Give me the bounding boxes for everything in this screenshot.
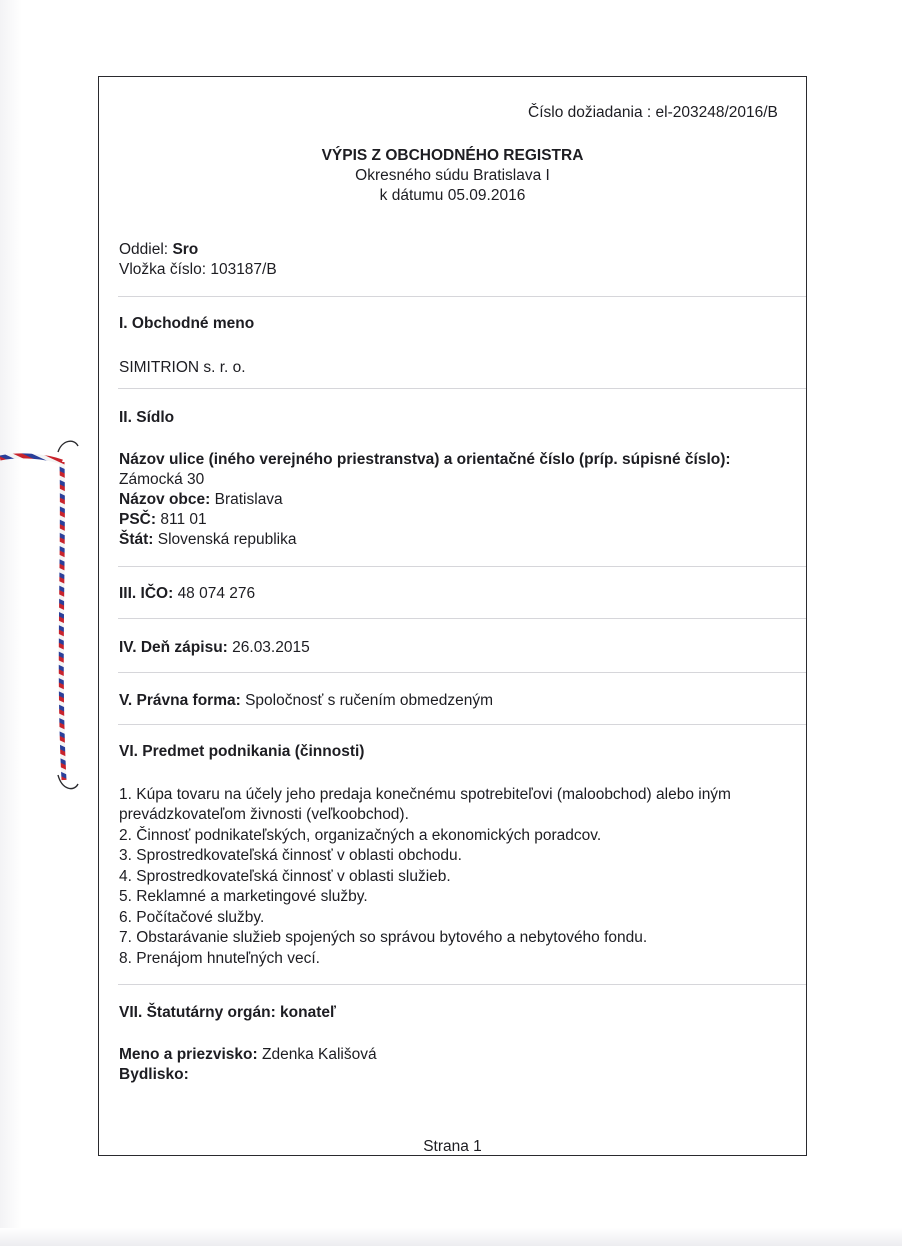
legal-form-line: V. Právna forma: Spoločnosť s ručením obmedzeným [119,692,493,709]
country-line: Štát: Slovenská republika [119,531,297,548]
activity-item: 1. Kúpa tovaru na účely jeho predaja konečnému spotrebiteľovi (maloobchod) alebo iným [119,786,731,803]
entry-date-line: IV. Deň zápisu: 26.03.2015 [119,639,310,656]
divider [118,388,806,389]
ico-line: III. IČO: 48 074 276 [119,585,256,602]
statutory-body-heading: VII. Štatutárny orgán: konateľ [119,1004,336,1021]
residence-label: Bydlisko: [119,1066,189,1083]
activity-item: 8. Prenájom hnuteľných vecí. [119,950,320,967]
seat-heading: II. Sídlo [119,409,175,426]
page-number: Strana 1 [423,1138,482,1155]
activity-item: 5. Reklamné a marketingové služby. [119,888,368,905]
activity-item: 7. Obstarávanie služieb spojených so správou bytového a nebytového fondu. [119,929,648,946]
request-number: Číslo dožiadania : el-203248/2016/B [528,104,778,121]
extract-date: k dátumu 05.09.2016 [379,187,526,204]
divider [118,566,806,567]
person-line: Meno a priezvisko: Zdenka Kališová [119,1046,377,1063]
activity-item: 3. Sprostredkovateľská činnosť v oblasti obchodu. [119,847,462,864]
divider [118,724,806,725]
divider [118,618,806,619]
binding-cord [0,430,90,800]
document-title: VÝPIS Z OBCHODNÉHO REGISTRA [321,147,584,164]
city-line: Názov obce: Bratislava [119,491,283,508]
insert-line: Vložka číslo: 103187/B [119,261,277,278]
court-name: Okresného súdu Bratislava I [355,167,550,184]
divider [118,672,806,673]
street-value: Zámocká 30 [119,471,205,488]
document-frame [98,76,807,1156]
name-heading: I. Obchodné meno [119,315,255,332]
scan-edge [0,1228,902,1246]
zip-line: PSČ: 811 01 [119,511,207,528]
divider [118,984,806,985]
activity-item: 6. Počítačové služby. [119,909,265,926]
section-line: Oddiel: Sro [119,241,199,258]
activity-item: prevádzkovateľom živnosti (veľkoobchod). [119,806,409,823]
street-label: Názov ulice (iného verejného priestranstva) a orientačné číslo (príp. súpisné číslo): [119,451,731,468]
company-name: SIMITRION s. r. o. [119,359,246,376]
divider [118,296,806,297]
activity-item: 2. Činnosť podnikateľských, organizačných a ekonomických poradcov. [119,827,602,844]
activity-item: 4. Sprostredkovateľská činnosť v oblasti služieb. [119,868,451,885]
activities-heading: VI. Predmet podnikania (činnosti) [119,743,365,760]
